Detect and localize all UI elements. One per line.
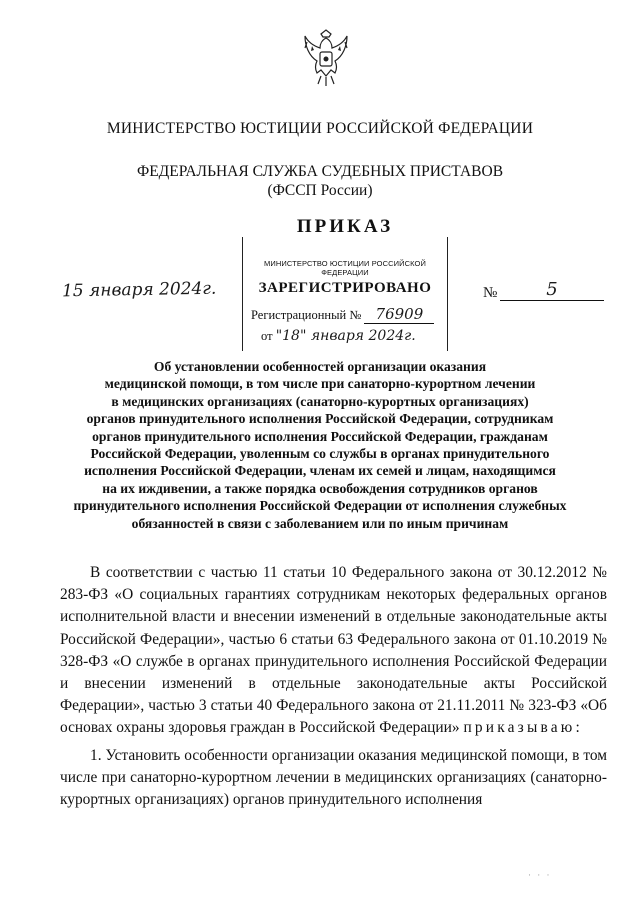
scan-artifact: · · · (528, 870, 552, 880)
document-body (60, 562, 607, 811)
clause-1-paragraph: 1. Установить особенности организации оказания медицинской помощи, в том числе при санаторно-курортном лечении в медицинских организациях (санаторно-курортных организациях) органов принудительного исполнения (60, 746, 607, 809)
service-name: ФЕДЕРАЛЬНАЯ СЛУЖБА СУДЕБНЫХ ПРИСТАВОВ (136, 163, 504, 180)
title-line: органов принудительного исполнения Российской Федерации, гражданам (92, 428, 548, 444)
ministry-heading: МИНИСТЕРСТВО ЮСТИЦИИ РОССИЙСКОЙ ФЕДЕРАЦИИ (106, 120, 534, 137)
service-abbreviation: (ФССП России) (267, 182, 373, 199)
preamble-text: В соответствии с частью 11 статьи 10 Федерального закона от 30.12.2012 № 283-ФЗ «О социальных гарантиях сотрудникам некоторых федеральных органов исполнительной власти и внесении изменений в отдельные законодательные акты Российской Федерации», частью 6 статьи 63 Федерального закона от 01.10.2019 № 328-ФЗ «О службе в органах принудительного исполнения Российской Федерации и внесении изменений в отдельные законодательные акты Российской Федерации», частью 3 статьи 40 Федерального закона от 21.11.2011 № 323-ФЗ «Об основах охраны здоровья граждан в Российской Федерации» (60, 564, 607, 737)
title-line: в медицинских организациях (санаторно-курортных организациях) (111, 393, 529, 409)
stamp-reg-number: 76909 (364, 305, 434, 324)
preamble-paragraph (60, 562, 607, 740)
stamp-registered: ЗАРЕГИСТРИРОВАНО (258, 280, 432, 296)
stamp-date-prefix: от (261, 329, 273, 343)
stamp-reg-number-label: Регистрационный № (251, 308, 362, 322)
stamp-date-row (261, 328, 416, 344)
title-line: на их иждивении, а также порядка освобождения сотрудников органов (102, 480, 538, 496)
title-line: принудительного исполнения Российской Федерации от исполнения служебных (73, 498, 567, 514)
title-line: органов принудительного исполнения Российской Федерации, сотрудникам (86, 411, 554, 427)
title-line: обязанностей в связи с заболеванием или по иным причинам (131, 515, 509, 531)
stamp-ministry: МИНИСТЕРСТВО ЮСТИЦИИ РОССИЙСКОЙ ФЕДЕРАЦИИ (264, 259, 426, 277)
title-line: Российской Федерации, уволенным со службы в органах принудительного (90, 446, 550, 462)
stamp-reg-date: "18" января 2024г. (275, 328, 416, 344)
title-line: исполнения Российской Федерации, членам их семей и лицам, находящимся (84, 463, 556, 479)
order-number-label: № (483, 285, 498, 301)
coat-of-arms-emblem (303, 28, 349, 90)
document-type-heading: ПРИКАЗ (296, 216, 394, 237)
order-command: приказываю: (463, 719, 583, 737)
document-title (60, 358, 580, 532)
service-heading (0, 162, 640, 200)
stamp-reg-number-row (251, 305, 434, 324)
title-line: Об установлении особенностей организации оказания (153, 359, 487, 374)
title-line: медицинской помощи, в том числе при санаторно-курортном лечении (104, 376, 536, 392)
registration-stamp (242, 237, 448, 351)
order-number: 5 (500, 281, 604, 301)
order-date: 15 января 2024г. (61, 278, 217, 302)
